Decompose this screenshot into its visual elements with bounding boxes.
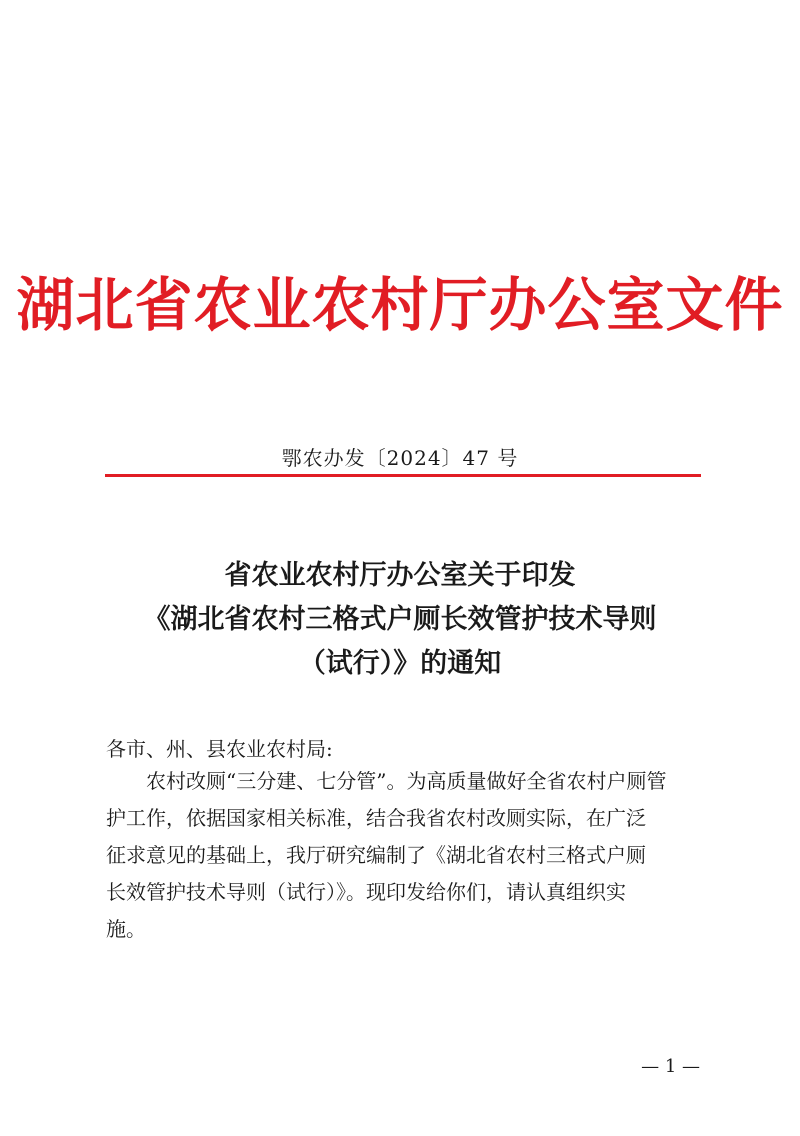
body-line: 农村改厕“三分建、七分管”。为高质量做好全省农村户厕管 [146,769,667,793]
red-divider [105,474,701,477]
document-number: 鄂农办发〔2024〕47 号 [281,446,519,470]
body-line: 施。 [106,917,146,941]
document-masthead: 湖北省农业农村厅办公室文件 [16,271,784,339]
body-line: 护工作，依据国家相关标准，结合我省农村改厕实际，在广泛 [106,806,646,830]
title-line: 《湖北省农村三格式户厕长效管护技术导则 [143,604,657,635]
body-line: 长效管护技术导则（试行）》。现印发给你们，请认真组织实 [106,880,626,904]
body-line: 征求意见的基础上，我厅研究编制了《湖北省农村三格式户厕 [106,843,646,867]
addressee: 各市、州、县农业农村局: [106,737,333,761]
notice-title [60,554,740,686]
page-number: — 1 — [641,1056,700,1077]
title-line: （试行）》的通知 [298,648,502,679]
body-paragraph [106,763,706,948]
title-line: 省农业农村厅办公室关于印发 [224,560,576,591]
